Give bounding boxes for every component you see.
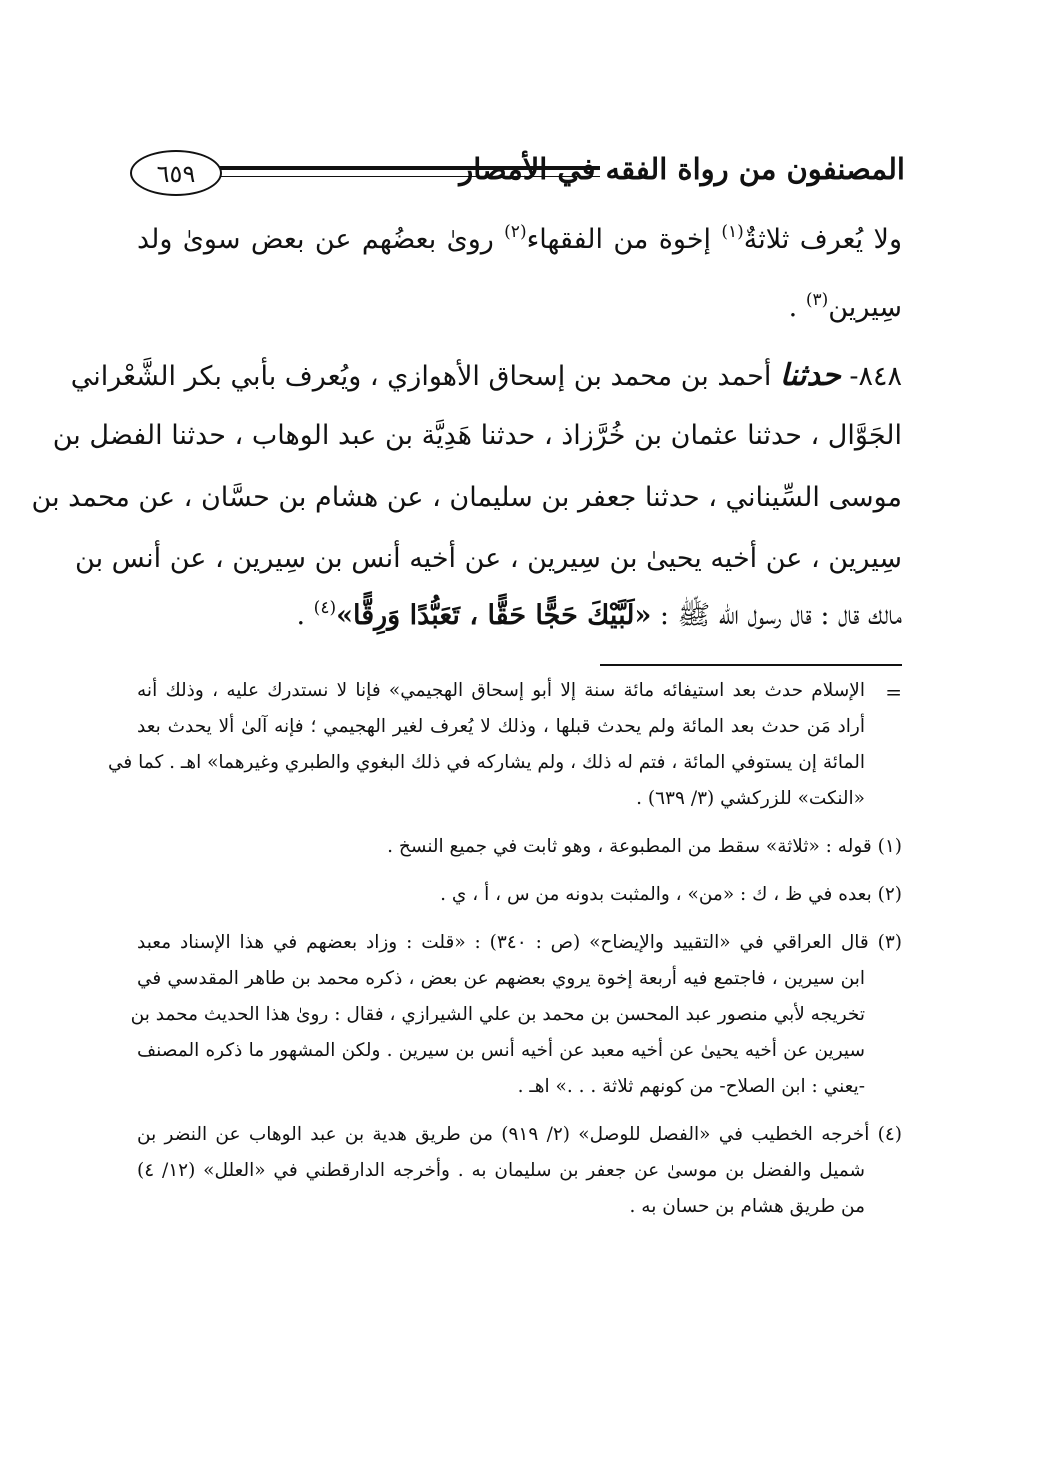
footnote-continued-line-4: «النكت» للزركشي (٣/ ٦٣٩) . <box>636 788 865 809</box>
header-title: المصنفون من رواة الفقه في الأمصار <box>459 152 905 186</box>
haddathana-word: حدثنا <box>779 358 841 393</box>
text-span: سِيرين <box>828 292 902 323</box>
footnote-separator <box>600 664 902 666</box>
hadith-line-3: موسى السِّيناني ، حدثنا جعفر بن سليمان ، عن هشام بن حسَّان ، عن محمد بن <box>31 482 902 513</box>
hadith-line-2: الجَوَّال ، حدثنا عثمان بن خُرَّزاذ ، حدثنا هَدِيَّة بن عبد الوهاب ، حدثنا الفضل بن <box>52 420 902 451</box>
text-span: أحمد بن محمد بن إسحاق الأهوازي ، ويُعرف بأبي بكر الشَّعْراني <box>70 361 780 392</box>
footnote-ref-4: (٤) <box>313 598 337 618</box>
footnote-continued-line-2: أراد مَن حدث بعد المائة ولم يحدث قبلها ، وذلك لا يُعرف لغير الهجيمي ؛ فإنه آلىٰ ألا يحدث بعد <box>137 716 865 737</box>
paragraph-1-line-2 <box>137 290 902 323</box>
header-rule-thin <box>208 176 600 177</box>
footnote-4-line-1: (٤) أخرجه الخطيب في «الفصل للوصل» (٢/ ٩١٩) من طريق هدية بن عبد الوهاب عن النضر بن <box>137 1124 902 1145</box>
footnote-continued-line-1: الإسلام حدث بعد استيفائه مائة سنة إلا أبو إسحاق الهجيمي» فإنا لا نستدرك عليه ، وذلك أنه <box>137 680 865 701</box>
footnote-ref-2: (٢) <box>504 222 527 242</box>
header-rule <box>208 166 600 182</box>
footnote-ref-1: (١) <box>721 222 744 242</box>
text-span: ولا يُعرف ثلاثةٌ <box>743 224 902 255</box>
hadith-line-1 <box>70 358 902 393</box>
footnote-3-line-2: ابن سيرين ، فاجتمع فيه أربعة إخوة يروي بعضهم عن بعض ، ذكره محمد بن طاهر المقدسي في <box>137 968 865 989</box>
hadith-number: ٨٤٨- <box>840 361 902 392</box>
footnote-continued-line-3: المائة إن يستوفي المائة ، فتم له ذلك ، ولم يشاركه في ذلك البغوي والطبري وغيرهما» اهـ . كما في <box>107 752 865 773</box>
footnote-1: (١) قوله : «ثلاثة» سقط من المطبوعة ، وهو ثابت في جميع النسخ . <box>387 836 902 857</box>
text-span: إخوة من الفقهاء <box>526 224 722 255</box>
text-span: . <box>296 600 314 631</box>
footnote-3-line-1: (٣) قال العراقي في «التقييد والإيضاح» (ص : ٣٤٠) : «قلت : وزاد بعضهم في هذا الإسناد معبد <box>137 932 903 953</box>
hadith-line-5 <box>137 598 902 638</box>
footnote-4-line-3: من طريق هشام بن حسان به . <box>629 1196 865 1217</box>
text-span: . <box>788 292 806 323</box>
page-number: ٦٥٩ <box>130 150 222 196</box>
hadith-line-4: سِيرين ، عن أخيه يحيىٰ بن سِيرين ، عن أخيه أنس بن سِيرين ، عن أنس بن <box>75 543 902 574</box>
footnote-3-line-5: -يعني : ابن الصلاح- من كونهم ثلاثة . . .» اهـ . <box>517 1076 865 1097</box>
footnote-4-line-2: شميل والفضل بن موسىٰ عن جعفر بن سليمان به . وأخرجه الدارقطني في «العلل» (١٢/ ٤) <box>137 1160 865 1181</box>
text-span: مالك قال : قال رسول الله ﷺ : <box>651 600 902 631</box>
footnote-ref-3: (٣) <box>805 290 829 310</box>
footnote-3-line-3: تخريجه لأبي منصور عبد المحسن بن محمد بن علي الشيرازي ، فقال : روىٰ هذا الحديث محمد بن <box>130 1004 865 1025</box>
hadith-quote: «لَبَّيْكَ حَجًّا حَقًّا ، تَعَبُّدًا وَرِقًّا» <box>336 600 652 631</box>
text-span: روىٰ بعضُهم عن بعض سوىٰ ولد <box>137 224 505 255</box>
header-rule-thick <box>208 166 600 170</box>
paragraph-1-line-1 <box>137 222 902 255</box>
continuation-mark: = <box>885 680 902 704</box>
footnote-3-line-4: سيرين عن أخيه يحيىٰ عن أخيه معبد عن أخيه أنس بن سيرين . ولكن المشهور ما ذكره المصنف <box>137 1040 865 1061</box>
footnote-2: (٢) بعده في ظ ، ك : «من» ، والمثبت بدونه من س ، أ ، ي . <box>440 884 902 905</box>
running-header <box>130 148 905 208</box>
